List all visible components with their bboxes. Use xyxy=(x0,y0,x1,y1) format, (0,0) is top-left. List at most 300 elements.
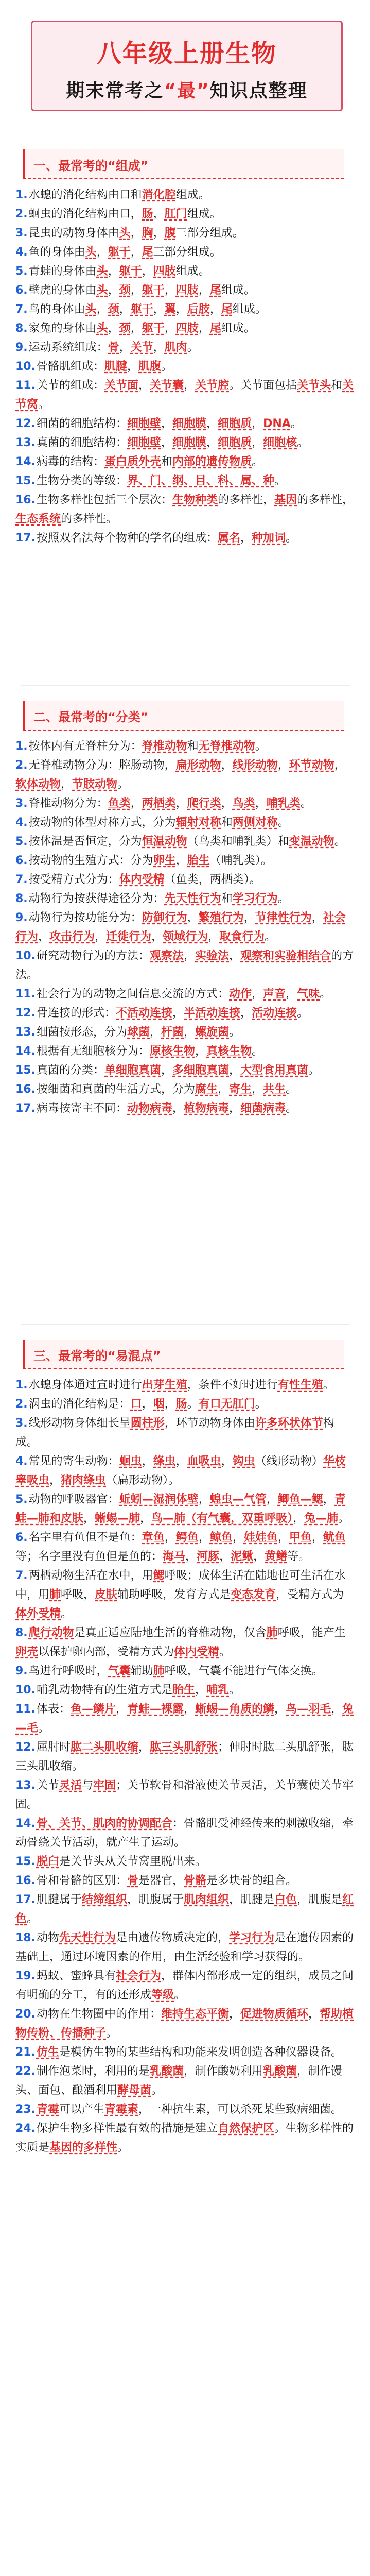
item-text: 是真正适应陆地生活的脊椎动物，仅含 xyxy=(74,1626,267,1639)
item-text: 的方法。 xyxy=(15,950,354,981)
highlighted-term: 变态发育 xyxy=(231,1588,276,1601)
item-text: ， xyxy=(130,246,142,259)
item-number: 23. xyxy=(15,2103,36,2116)
item-text: 与 xyxy=(82,1779,94,1792)
list-item xyxy=(15,185,355,205)
item-text: 昆虫的动物身体由 xyxy=(28,227,119,240)
highlighted-term: 尾 xyxy=(209,322,221,335)
list-item xyxy=(15,2062,355,2100)
item-text: 。 xyxy=(255,740,267,753)
highlighted-term: 鱼类 xyxy=(108,797,131,810)
item-text: ， xyxy=(61,778,73,791)
item-text: 和 xyxy=(161,455,173,468)
highlighted-term: 腹 xyxy=(164,227,176,240)
item-text: ， xyxy=(138,379,150,392)
item-text: 。 xyxy=(265,930,276,943)
list-item xyxy=(15,1528,355,1566)
list-item xyxy=(15,1452,355,1490)
highlighted-term: 翼 xyxy=(164,303,176,316)
item-text: ，肌腱是 xyxy=(229,1893,275,1906)
highlighted-term: 两侧对称 xyxy=(232,816,278,829)
highlighted-term: 恒温动物 xyxy=(142,835,187,848)
item-text: 和 xyxy=(331,379,343,392)
list-item xyxy=(15,357,355,376)
item-text: ， xyxy=(96,246,108,259)
highlighted-term: 消化腔 xyxy=(142,189,176,201)
item-text: 是模仿生物的某些结构和功能来发明创造各种仪器设备。 xyxy=(59,2046,343,2059)
highlighted-term: 骨、关节、肌肉的协调配合 xyxy=(36,1817,172,1830)
item-text: ， xyxy=(323,1493,334,1506)
list-item xyxy=(15,737,355,756)
item-text: 两栖动物生活在水中，用 xyxy=(28,1569,153,1582)
highlighted-term: 属名 xyxy=(218,532,241,545)
highlighted-term: 蛔虫 xyxy=(119,1455,142,1468)
highlighted-term: 肌腱 xyxy=(104,360,128,373)
list-item xyxy=(15,908,355,946)
item-text: 按照双名法每个物种的学名的组成： xyxy=(36,532,218,545)
item-text: 鸟进行呼吸时， xyxy=(28,1665,108,1677)
item-text: ， xyxy=(83,1512,95,1525)
highlighted-term: 钩虫 xyxy=(232,1455,255,1468)
item-text: 。 xyxy=(151,2084,163,2097)
highlighted-term: 青蛙—肺和皮肤 xyxy=(15,1493,346,1525)
highlighted-term: 兔—毛 xyxy=(15,1703,354,1735)
highlighted-term: 海马 xyxy=(163,1550,186,1563)
item-text: ， xyxy=(209,303,221,316)
highlighted-term: 共生 xyxy=(263,1083,286,1096)
item-text: 社会行为的动物之间信息交流的方式： xyxy=(36,988,229,1001)
item-text: ， xyxy=(119,303,131,316)
item-text: 等；名字里没有鱼但是鱼的： xyxy=(15,1550,163,1563)
item-number: 11. xyxy=(15,379,36,392)
item-text: 和 xyxy=(187,740,199,753)
item-text: ， xyxy=(108,322,119,335)
item-number: 16. xyxy=(15,494,36,506)
item-number: 14. xyxy=(15,455,36,468)
item-text: 青蛙的身体由 xyxy=(28,265,97,278)
item-text: ， xyxy=(195,1684,207,1697)
section-heading-text: 三、最常考的“易混点” xyxy=(33,1349,161,1363)
item-number: 19. xyxy=(15,1970,36,1982)
highlighted-term: 肱三头肌舒张 xyxy=(150,1741,218,1754)
item-number: 17. xyxy=(15,532,36,545)
item-text: ， xyxy=(142,265,153,278)
highlighted-term: 细胞质 xyxy=(218,436,252,449)
highlighted-term: 活动连接 xyxy=(252,1007,297,1020)
highlighted-term: 细菌病毒 xyxy=(240,1102,286,1115)
item-text: ， xyxy=(311,911,323,924)
list-item xyxy=(15,1004,355,1023)
highlighted-term: 胎生 xyxy=(187,854,210,867)
item-text: 。 xyxy=(161,360,173,373)
list-item xyxy=(15,1490,355,1528)
item-number: 22. xyxy=(15,2065,36,2078)
item-text: ，一种抗生素，可以杀死某些致病细菌。 xyxy=(138,2103,343,2116)
item-text: ， xyxy=(229,2008,241,2021)
item-text: 按受精方式分为： xyxy=(28,873,119,886)
highlighted-term: 骨骼 xyxy=(184,1874,207,1887)
highlighted-term: 卵生 xyxy=(153,854,176,867)
item-text: 关节 xyxy=(36,1779,59,1792)
item-text: ：骨骼肌受神经传来的刺激收缩，牵动骨绕关节活动，就产生了运动。 xyxy=(15,1817,354,1849)
item-text: 组成。 xyxy=(175,265,210,278)
highlighted-term: 螺旋菌 xyxy=(195,1026,230,1039)
highlighted-term: 尾 xyxy=(142,246,153,259)
item-number: 13. xyxy=(15,436,36,449)
item-text: 细菌按形态，分为 xyxy=(36,1026,127,1039)
item-text: ， xyxy=(172,1007,184,1020)
highlighted-term: 防御行为 xyxy=(142,911,187,924)
highlighted-term: 关节面 xyxy=(104,379,139,392)
highlighted-term: 等级 xyxy=(151,1989,174,2002)
item-text: ， xyxy=(243,911,255,924)
item-text: ，肌腹属于 xyxy=(127,1893,184,1906)
item-text: （哺乳类）。 xyxy=(209,854,272,867)
item-text: 呼吸， xyxy=(61,1588,95,1601)
list-item xyxy=(15,1967,355,2005)
list-item xyxy=(15,756,355,794)
highlighted-term: 肠 xyxy=(175,1398,187,1411)
item-text: 骨和骨骼的区别： xyxy=(36,1874,127,1887)
item-text: ， xyxy=(311,1531,323,1544)
highlighted-term: 维持生态平衡 xyxy=(161,2008,230,2021)
item-text: 。 xyxy=(320,988,331,1001)
list-item xyxy=(15,1928,355,1967)
highlighted-term: 肺 xyxy=(153,1665,165,1677)
item-text: ， xyxy=(138,1741,150,1754)
highlighted-term: 头 xyxy=(119,227,131,240)
item-text: 动物行为按功能分为： xyxy=(28,911,142,924)
highlighted-term: 四肢 xyxy=(153,265,176,278)
subtitle-suffix: 知识点整理 xyxy=(209,80,308,101)
confusing-points-list xyxy=(15,1376,355,2157)
list-item xyxy=(15,1681,355,1700)
item-text: ， xyxy=(286,988,297,1001)
item-number: 5. xyxy=(15,1493,28,1506)
item-text: ， xyxy=(206,417,218,430)
document-header xyxy=(0,0,370,155)
list-item xyxy=(15,813,355,832)
highlighted-term: 细胞核 xyxy=(263,436,297,449)
highlighted-term: 肱二头肌收缩 xyxy=(71,1741,139,1754)
highlighted-term: 界、门、纲、目、科、属、种 xyxy=(127,474,275,487)
item-text: ， xyxy=(187,911,199,924)
item-number: 20. xyxy=(15,2008,36,2021)
item-text: 。 xyxy=(174,1989,186,2002)
highlighted-term: 观察法 xyxy=(150,950,184,962)
item-text: 。 xyxy=(338,1512,350,1525)
highlighted-term: 实验法 xyxy=(195,950,230,962)
item-text: 是器官， xyxy=(138,1874,184,1887)
highlighted-term: 颈 xyxy=(119,284,131,297)
list-item xyxy=(15,281,355,300)
list-item xyxy=(15,2100,355,2119)
highlighted-term: 动作 xyxy=(229,988,252,1001)
list-item xyxy=(15,1738,355,1776)
highlighted-term: 骨 xyxy=(108,341,119,354)
highlighted-term: 仿生 xyxy=(36,2046,59,2059)
item-text: ， xyxy=(151,930,163,943)
item-text: 。 xyxy=(334,835,346,848)
item-text: 。 xyxy=(252,455,263,468)
item-text: ， xyxy=(164,1398,176,1411)
item-text: ， xyxy=(38,930,50,943)
highlighted-term: 肠 xyxy=(142,208,153,221)
item-text: 是在遗传因素的基础上，通过环境因素的作用，由生活经验和学习获得的。 xyxy=(15,1931,354,1963)
item-text: 。 xyxy=(308,1064,320,1077)
item-text: 三部分组成。 xyxy=(153,246,221,259)
highlighted-term: 原核生物 xyxy=(150,1045,196,1058)
item-text: 。 xyxy=(219,1646,231,1658)
item-text: 是由遗传物质决定的， xyxy=(116,1931,230,1944)
highlighted-term: 扁形动物 xyxy=(175,759,221,772)
item-text: 。 xyxy=(286,1102,297,1115)
highlighted-term: 生态系统 xyxy=(15,513,61,526)
highlighted-term: 肺 xyxy=(266,1626,278,1639)
highlighted-term: 取食行为 xyxy=(219,930,265,943)
list-item xyxy=(15,946,355,985)
highlighted-term: 细胞质 xyxy=(218,417,252,430)
highlighted-term: 头 xyxy=(85,246,97,259)
item-text: ， xyxy=(331,1703,343,1716)
highlighted-term: 生物种类 xyxy=(172,494,218,506)
item-number: 15. xyxy=(15,1064,36,1077)
highlighted-term: 肺 xyxy=(49,1588,61,1601)
highlighted-term: 繁殖行为 xyxy=(198,911,244,924)
item-number: 9. xyxy=(15,1665,28,1677)
list-item xyxy=(15,452,355,471)
item-text: 家兔的身体由 xyxy=(28,322,97,335)
item-number: 17. xyxy=(15,1893,36,1906)
item-text: ， xyxy=(175,303,187,316)
item-text: 常见的寄生动物： xyxy=(28,1455,119,1468)
item-text: ， xyxy=(229,950,241,962)
highlighted-term: 半活动连接 xyxy=(184,1007,241,1020)
item-text: 涡虫的消化结构是： xyxy=(28,1398,131,1411)
highlighted-term: 头 xyxy=(96,284,108,297)
list-item xyxy=(15,1662,355,1681)
item-text: ， xyxy=(127,360,139,373)
item-text: ， xyxy=(108,284,119,297)
highlighted-term: 大型食用真菌 xyxy=(240,1064,309,1077)
list-item xyxy=(15,1700,355,1738)
list-item xyxy=(15,319,355,338)
item-number: 2. xyxy=(15,1398,28,1411)
highlighted-term: 气囊 xyxy=(108,1665,131,1677)
item-number: 8. xyxy=(15,892,28,905)
item-text: 三部分组成。 xyxy=(175,227,244,240)
highlighted-term: 寄生 xyxy=(229,1083,252,1096)
highlighted-term: 无脊椎动物 xyxy=(198,740,255,753)
highlighted-term: 猪肉绦虫 xyxy=(61,1474,107,1487)
highlighted-term: 鲸鱼 xyxy=(209,1531,233,1544)
highlighted-term: 爬行类 xyxy=(187,797,221,810)
item-text: 运动系统组成： xyxy=(28,341,108,354)
highlighted-term: 胸 xyxy=(142,227,153,240)
item-text: ， xyxy=(161,436,173,449)
highlighted-term: 青霉 xyxy=(36,2103,59,2116)
item-text: ；伸肘时肱二头肌舒张，肱三头肌收缩。 xyxy=(15,1741,354,1773)
highlighted-term: 线形动物 xyxy=(232,759,278,772)
list-item xyxy=(15,205,355,224)
highlighted-term: 骨 xyxy=(127,1874,139,1887)
item-number: 3. xyxy=(15,797,28,810)
highlighted-term: 声音 xyxy=(263,988,286,1001)
item-number: 6. xyxy=(15,854,28,867)
highlighted-term: 蛋白质外壳 xyxy=(104,455,162,468)
item-text: 可以产生 xyxy=(59,2103,105,2116)
item-text: 鱼的身体由 xyxy=(28,246,85,259)
item-text: 水螅身体通过宣时进行 xyxy=(28,1379,142,1392)
highlighted-term: 肌肉 xyxy=(164,341,187,354)
item-number: 5. xyxy=(15,265,28,278)
highlighted-term: 体内受精 xyxy=(174,1646,220,1658)
item-text: 体表： xyxy=(36,1703,71,1716)
item-text: ， xyxy=(153,227,165,240)
highlighted-term: 杆菌 xyxy=(161,1026,184,1039)
item-text: 。 xyxy=(323,1379,334,1392)
item-text: 病毒的结构： xyxy=(36,455,104,468)
item-text: 哺乳动物特有的生殖方式是 xyxy=(36,1684,172,1697)
list-item xyxy=(15,870,355,889)
item-text: ， xyxy=(164,322,176,335)
highlighted-term: 鸟—肺（有气囊，双重呼吸） xyxy=(151,1512,293,1525)
item-text: （鱼类，两栖类）。 xyxy=(164,873,261,886)
list-item xyxy=(15,262,355,281)
highlighted-term: 蜥蜴—角质的鳞 xyxy=(195,1703,275,1716)
highlighted-term: 黄鳝 xyxy=(265,1550,288,1563)
item-number: 13. xyxy=(15,1026,36,1039)
highlighted-term: 圆柱形 xyxy=(130,1417,165,1430)
highlighted-term: 许多环状体节 xyxy=(255,1417,323,1430)
item-text: 组成。 xyxy=(221,284,255,297)
highlighted-term: 关节窝 xyxy=(15,379,354,411)
item-number: 7. xyxy=(15,303,28,316)
item-text: 。 xyxy=(290,417,302,430)
highlighted-term: 迁徙行为 xyxy=(106,930,152,943)
item-text: 蚂蚁、蜜蜂具有 xyxy=(36,1970,116,1982)
item-text: ， xyxy=(164,284,176,297)
composition-list xyxy=(15,185,355,548)
item-text: ，制作酸奶利用 xyxy=(184,2065,263,2078)
highlighted-term: 变温动物 xyxy=(289,835,334,848)
item-text: ， xyxy=(185,1550,197,1563)
item-text: ， xyxy=(130,227,142,240)
list-item xyxy=(15,1080,355,1099)
item-text: ， xyxy=(252,417,263,430)
item-text: ， xyxy=(240,1007,252,1020)
highlighted-term: 肌腹 xyxy=(138,360,162,373)
item-text: ，环节动物身体由 xyxy=(164,1417,255,1430)
item-text: 动物 xyxy=(36,1931,59,1944)
highlighted-term: 先天性行为 xyxy=(164,892,221,905)
item-text: 等。 xyxy=(287,1550,310,1563)
item-number: 15. xyxy=(15,474,36,487)
item-text: 壁虎的身体由 xyxy=(28,284,97,297)
highlighted-term: 关节头 xyxy=(297,379,331,392)
highlighted-term: 青霉素 xyxy=(104,2103,139,2116)
highlighted-term: 体内受精 xyxy=(119,873,165,886)
highlighted-term: 躯干 xyxy=(130,303,153,316)
item-text: 。 xyxy=(300,797,312,810)
highlighted-term: 不活动连接 xyxy=(116,1007,173,1020)
highlighted-term: 尾 xyxy=(221,303,233,316)
item-text: ， xyxy=(195,1045,207,1058)
item-number: 10. xyxy=(15,950,36,962)
highlighted-term: 鱼—鳞片 xyxy=(71,1703,116,1716)
document-title: 八年级上册生物 xyxy=(96,39,277,68)
item-text: ， xyxy=(221,1455,233,1468)
item-text: 以保护卵内部，受精方式为 xyxy=(38,1646,174,1658)
item-number: 16. xyxy=(15,1083,36,1096)
item-text: 鸟的身体由 xyxy=(28,303,85,316)
item-text: 。 xyxy=(187,1398,199,1411)
item-text: ， xyxy=(49,1474,61,1487)
item-text: 。 xyxy=(117,778,129,791)
highlighted-term: 帮助植物传粉、传播种子 xyxy=(15,2008,354,2040)
item-number: 3. xyxy=(15,227,28,240)
item-text: ；关节软骨和滑液使关节灵活，关节囊使关节牢固。 xyxy=(15,1779,354,1811)
classification-list xyxy=(15,737,355,1118)
highlighted-term: 有性生殖 xyxy=(277,1379,323,1392)
item-text: ， xyxy=(95,930,107,943)
item-number: 6. xyxy=(15,284,28,297)
list-item xyxy=(15,832,355,851)
item-number: 18. xyxy=(15,1931,36,1944)
item-text: 研究动物行为的方法： xyxy=(36,950,150,962)
item-number: 5. xyxy=(15,835,28,848)
item-text: 按细菌和真菌的生活方式，分为 xyxy=(36,1083,195,1096)
item-number: 10. xyxy=(15,360,36,373)
item-text: ， xyxy=(96,303,108,316)
item-text: ， xyxy=(119,341,131,354)
highlighted-term: 乳酸菌 xyxy=(263,2065,297,2078)
item-text: ， xyxy=(221,797,233,810)
item-text: 。 xyxy=(117,2141,129,2154)
highlighted-term: 辐射对称 xyxy=(175,816,221,829)
item-number: 4. xyxy=(15,816,28,829)
item-text: ，条件不好时进行 xyxy=(187,1379,278,1392)
item-text: ， xyxy=(232,1531,244,1544)
highlighted-term: 社会行为 xyxy=(15,911,346,943)
item-text: ， xyxy=(219,1550,231,1563)
item-text: ， xyxy=(130,322,142,335)
item-text: ， xyxy=(172,1102,184,1115)
highlighted-term: 领域行为 xyxy=(163,930,208,943)
item-text: ， xyxy=(229,1064,241,1077)
item-text: ， xyxy=(184,1026,196,1039)
highlighted-term: 兔—肺 xyxy=(304,1512,339,1525)
item-text: 真菌的分类： xyxy=(36,1064,104,1077)
highlighted-term: 气味 xyxy=(297,988,320,1001)
highlighted-term: 腐生 xyxy=(195,1083,218,1096)
list-item xyxy=(15,224,355,243)
section-heading-text: 二、最常考的“分类” xyxy=(33,710,149,724)
item-text: ， xyxy=(198,1493,210,1506)
highlighted-term: 四肢 xyxy=(175,322,199,335)
item-text: ， xyxy=(293,1512,305,1525)
item-text: 动物在生物圈中的作用： xyxy=(36,2008,161,2021)
highlighted-term: 两栖类 xyxy=(142,797,176,810)
item-text: 。 xyxy=(274,474,286,487)
highlighted-term: 躯干 xyxy=(142,284,165,297)
item-text: 动物的呼吸器官： xyxy=(28,1493,119,1506)
item-text: ，肌腹是 xyxy=(297,1893,343,1906)
highlighted-term: 牢固 xyxy=(93,1779,116,1792)
list-item xyxy=(15,1376,355,1395)
item-text: ， xyxy=(130,284,142,297)
highlighted-term: 脊椎动物 xyxy=(142,740,187,753)
